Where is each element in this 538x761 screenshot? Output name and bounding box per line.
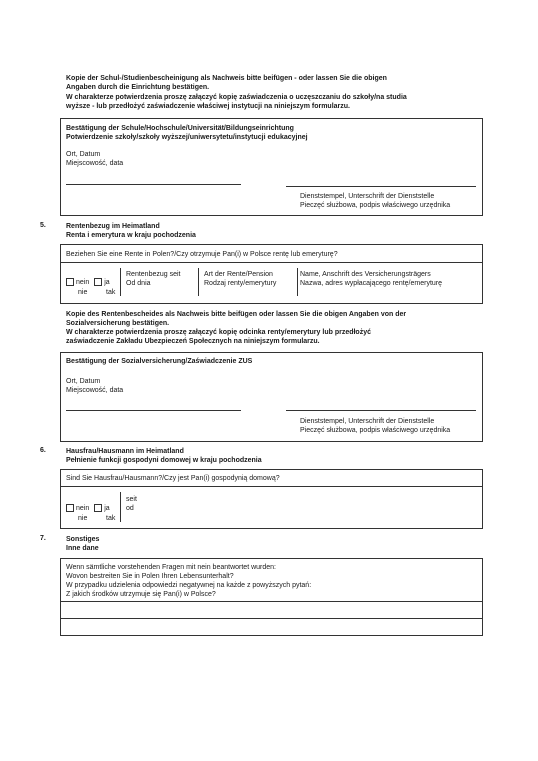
housewife-tak-label: tak: [106, 515, 116, 522]
pension-nein-label: nein: [76, 279, 90, 286]
pension-note-pl-line1: W charakterze potwierdzenia proszę załączyć kopię odcinka renty/emerytury lub przedłożyć: [66, 329, 371, 336]
section-6-title-pl: Pełnienie funkcji gospodyni domowej w kraju pochodzenia: [66, 457, 262, 464]
section-7-title-pl: Inne dane: [66, 545, 99, 552]
zus-place-field[interactable]: [66, 410, 241, 411]
housewife-nein-checkbox[interactable]: [66, 504, 74, 512]
pension-ja-checkbox[interactable]: [94, 278, 102, 286]
housewife-column-divider: [120, 492, 121, 522]
pension-column-divider-3: [297, 268, 298, 296]
housewife-since-label-de: seit: [126, 496, 137, 503]
housewife-nie-label: nie: [78, 515, 88, 522]
pension-type-label-de: Art der Rente/Pension: [204, 271, 273, 278]
pension-question: Beziehen Sie eine Rente in Polen?/Czy otrzymuje Pan(i) w Polsce rentę lub emeryturę?: [66, 251, 338, 258]
school-box-title-pl: Potwierdzenie szkoły/szkoły wyższej/uniwersytetu/instytucji edukacyjnej: [66, 134, 308, 141]
housewife-question: Sind Sie Hausfrau/Hausmann?/Czy jest Pan(i) gospodynią domową?: [66, 475, 280, 482]
school-place-label-pl: Miejscowość, data: [66, 160, 124, 167]
section-5-number: 5.: [40, 222, 46, 229]
zus-stamp-label-pl: Pieczęć służbowa, podpis właściwego urzędnika: [300, 427, 451, 434]
housewife-divider: [60, 486, 483, 487]
intro-pl-line1: W charakterze potwierdzenia proszę załączyć kopię zaświadczenia o uczęszczaniu do szkoły/na studia: [66, 94, 407, 101]
other-answer-field-1[interactable]: [60, 602, 483, 618]
other-answer-field-2[interactable]: [60, 619, 483, 635]
section-7-title-de: Sonstiges: [66, 536, 100, 543]
school-box-title-de: Bestätigung der Schule/Hochschule/Universität/Bildungseinrichtung: [66, 125, 294, 132]
school-stamp-label-pl: Pieczęć służbowa, podpis właściwego urzędnika: [300, 202, 451, 209]
housewife-ja-checkbox[interactable]: [94, 504, 102, 512]
section-6-title-de: Hausfrau/Hausmann im Heimatland: [66, 448, 184, 455]
section-6-number: 6.: [40, 447, 46, 454]
pension-nein-checkbox[interactable]: [66, 278, 74, 286]
pension-nie-label: nie: [78, 289, 88, 296]
pension-tak-label: tak: [106, 289, 116, 296]
section-5-title-pl: Renta i emerytura w kraju pochodzenia: [66, 232, 196, 239]
pension-ja-label: ja: [104, 279, 110, 286]
pension-since-label-pl: Od dnia: [126, 280, 151, 287]
section-7-number: 7.: [40, 535, 46, 542]
pension-column-divider-2: [198, 268, 199, 296]
other-line-1: Wenn sämtliche vorstehenden Fragen mit nein beantwortet wurden:: [66, 564, 276, 571]
school-place-label-de: Ort, Datum: [66, 151, 101, 158]
other-line-3: W przypadku udzielenia odpowiedzi negatywnej na każde z powyższych pytań:: [66, 582, 312, 589]
other-line-4: Z jakich środków utrzymuje się Pan(i) w Polsce?: [66, 591, 216, 598]
school-signature-field[interactable]: [286, 186, 476, 187]
housewife-ja-label: ja: [104, 505, 110, 512]
pension-note-pl-line2: zaświadczenie Zakładu Ubezpieczeń Społecznych na niniejszym formularzu.: [66, 338, 320, 345]
pension-type-label-pl: Rodzaj renty/emerytury: [204, 280, 277, 287]
intro-de-line1: Kopie der Schul-/Studienbescheinigung als Nachweis bitte beifügen - oder lassen Sie die obigen: [66, 75, 387, 82]
zus-stamp-label-de: Dienststempel, Unterschrift der Dienststelle: [300, 418, 435, 425]
intro-pl-line2: wyższe - lub przedłożyć zaświadczenie właściwej instytucji na niniejszym formularzu.: [66, 103, 350, 110]
school-stamp-label-de: Dienststempel, Unterschrift der Dienststelle: [300, 193, 435, 200]
pension-since-label-de: Rentenbezug seit: [126, 271, 181, 278]
zus-signature-field[interactable]: [286, 410, 476, 411]
school-place-field[interactable]: [66, 184, 241, 185]
housewife-since-label-pl: od: [126, 505, 134, 512]
zus-box-title: Bestätigung der Sozialversicherung/Zaświadczenie ZUS: [66, 358, 253, 365]
pension-answer-row: [66, 278, 110, 287]
pension-divider: [60, 262, 483, 263]
pension-note-de-line1: Kopie des Rentenbescheides als Nachweis bitte beifügen oder lassen Sie die obigen Angaben von der: [66, 311, 407, 318]
pension-note-de-line2: Sozialversicherung bestätigen.: [66, 320, 170, 327]
section-5-title-de: Rentenbezug im Heimatland: [66, 223, 160, 230]
intro-de-line2: Angaben durch die Einrichtung bestätigen.: [66, 84, 210, 91]
housewife-nein-label: nein: [76, 505, 90, 512]
housewife-answer-row: [66, 504, 110, 513]
zus-place-label-pl: Miejscowość, data: [66, 387, 124, 394]
zus-place-label-de: Ort, Datum: [66, 378, 101, 385]
other-line-2: Wovon bestreiten Sie in Polen Ihren Lebensunterhalt?: [66, 573, 234, 580]
pension-name-label-pl: Nazwa, adres wypłacającego rentę/emeryturę: [300, 280, 443, 287]
pension-column-divider-1: [120, 268, 121, 296]
pension-name-label-de: Name, Anschrift des Versicherungsträgers: [300, 271, 431, 278]
